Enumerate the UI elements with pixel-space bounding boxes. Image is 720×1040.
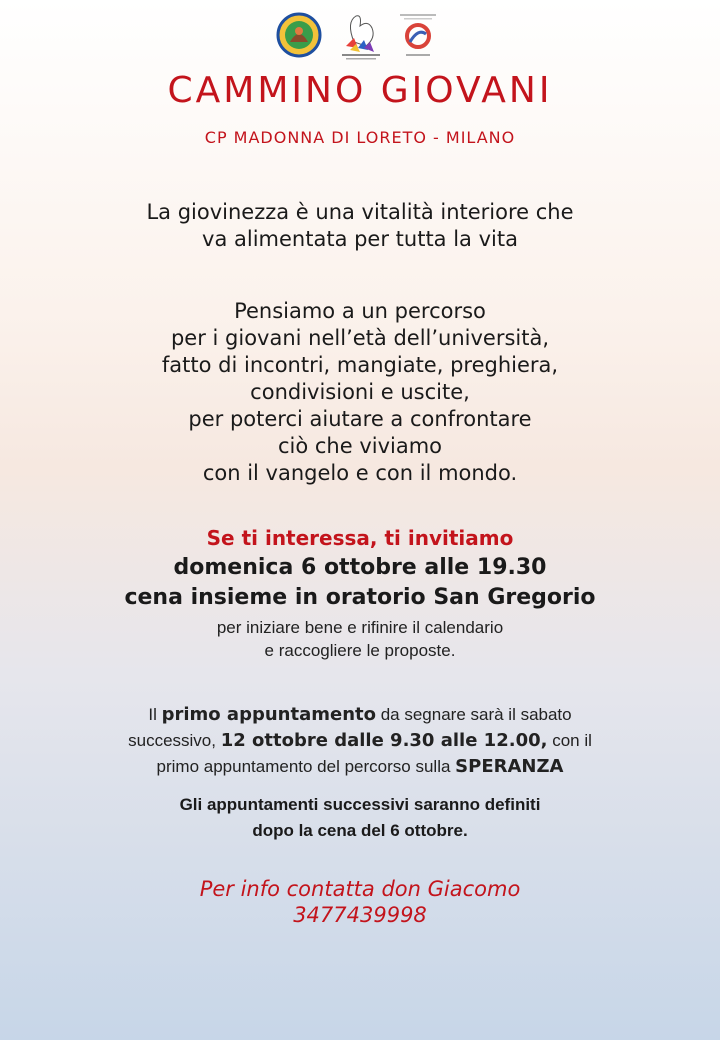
contact-info: [0, 876, 720, 928]
parish-logo-icon: [276, 12, 322, 58]
next-line: Gli appuntamenti successivi saranno definiti: [179, 795, 541, 814]
intro-line: fatto di incontri, mangiate, preghiera,: [161, 353, 559, 377]
event-purpose: [0, 616, 720, 662]
appointment-line-2: [0, 728, 720, 754]
page-title: CAMMINO GIOVANI: [167, 70, 553, 111]
purpose-line: per iniziare bene e rifinire il calendario: [216, 618, 504, 637]
appointment-text: Il: [148, 705, 162, 724]
next-line: dopo la cena del 6 ottobre.: [252, 821, 468, 840]
first-appointment: [0, 702, 720, 780]
appointment-date: 12 ottobre dalle 9.30 alle 12.00,: [220, 730, 548, 751]
quote-line: La giovinezza è una vitalità interiore che: [146, 200, 574, 224]
intro-line: Pensiamo a un percorso: [234, 299, 486, 323]
event-description: cena insieme in oratorio San Gregorio: [124, 585, 596, 610]
appointment-text: successivo,: [128, 731, 221, 750]
next-appointments: [0, 792, 720, 844]
intro-line: ciò che viviamo: [277, 434, 443, 458]
appointment-theme: SPERANZA: [455, 756, 564, 777]
intro-line: condivisioni e uscite,: [250, 380, 470, 404]
appointment-line-3: [0, 754, 720, 780]
appointment-line-1: [0, 702, 720, 728]
appointment-text: primo appuntamento del percorso sulla: [156, 757, 456, 776]
quote-block: [0, 199, 720, 253]
intro-line: per i giovani nell’età dell’università,: [170, 326, 550, 350]
event-date: domenica 6 ottobre alle 19.30: [173, 555, 547, 580]
intro-line: per poterci aiutare a confrontare: [188, 407, 532, 431]
intro-block: [0, 298, 720, 487]
purpose-line: e raccogliere le proposte.: [264, 641, 456, 660]
invite-line: Se ti interessa, ti invitiamo: [206, 526, 514, 550]
quote-line: va alimentata per tutta la vita: [202, 227, 518, 251]
appointment-highlight: primo appuntamento: [161, 704, 376, 725]
appointment-text: da segnare sarà il sabato: [375, 705, 572, 724]
page-subtitle: CP MADONNA DI LORETO - MILANO: [204, 128, 516, 147]
contact-phone: 3477439998: [293, 903, 427, 927]
logos-bar: [0, 12, 720, 64]
contact-line: Per info contatta don Giacomo: [199, 877, 521, 901]
parish-logo-3-icon: [398, 12, 438, 62]
oratorio-logo-icon: [338, 12, 384, 62]
appointment-text: con il: [547, 731, 592, 750]
intro-line: con il vangelo e con il mondo.: [202, 461, 518, 485]
